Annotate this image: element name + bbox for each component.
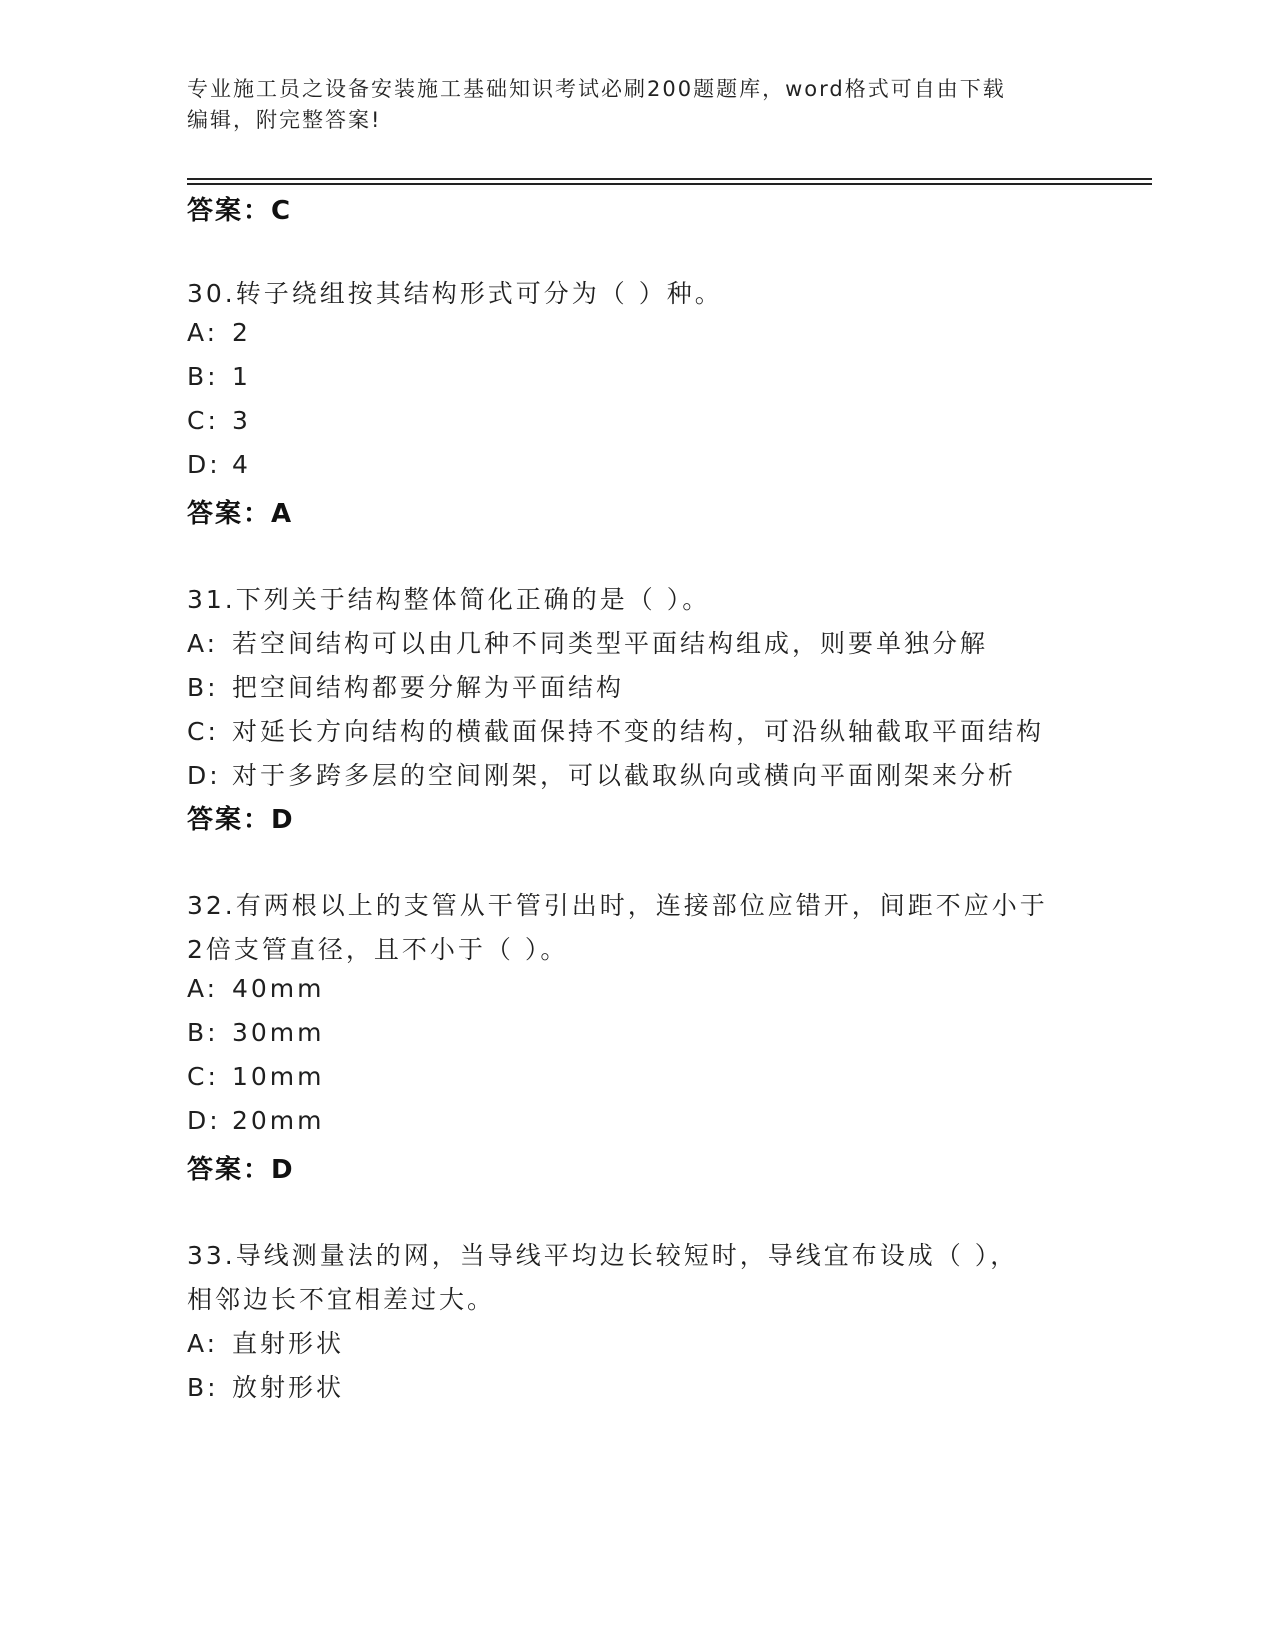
question-30-option-c (187, 406, 251, 435)
option-letter: C: (187, 406, 219, 435)
option-letter: B: (187, 362, 219, 391)
option-letter: D: (187, 450, 221, 479)
question-33-stem-line-2: 相邻边长不宜相差过大。 (187, 1285, 496, 1314)
option-text: 30mm (232, 1018, 325, 1047)
option-text: 若空间结构可以由几种不同类型平面结构组成，则要单独分解 (232, 629, 989, 658)
question-32-option-d (187, 1106, 325, 1135)
option-text: 对于多跨多层的空间刚架，可以截取纵向或横向平面刚架来分析 (232, 761, 1017, 790)
option-text: 2 (232, 318, 251, 347)
question-33-option-b (187, 1368, 344, 1404)
question-31-answer: 答案：D (187, 805, 295, 835)
question-31-option-d (187, 756, 1016, 792)
question-30-answer: 答案：A (187, 499, 294, 529)
option-text: 把空间结构都要分解为平面结构 (232, 673, 625, 702)
option-letter: D: (187, 761, 221, 790)
option-letter: B: (187, 1373, 219, 1402)
option-text: 1 (232, 362, 251, 391)
question-31-option-a (187, 624, 988, 660)
header-line-2: 编辑，附完整答案! (187, 108, 382, 132)
question-31-option-c (187, 712, 1044, 748)
option-text: 直射形状 (232, 1329, 345, 1358)
option-letter: A: (187, 318, 219, 347)
question-33-option-a (187, 1324, 344, 1360)
option-letter: B: (187, 673, 219, 702)
header-line-1: 专业施工员之设备安装施工基础知识考试必刷200题题库，word格式可自由下载 (187, 77, 1006, 101)
option-letter: B: (187, 1018, 219, 1047)
question-32-stem-line-2: 2倍支管直径，且不小于（ ）。 (187, 935, 569, 964)
header-divider-bottom (187, 183, 1152, 185)
option-letter: A: (187, 1329, 219, 1358)
option-text: 10mm (232, 1062, 325, 1091)
question-31-option-b (187, 668, 624, 704)
option-letter: C: (187, 717, 219, 746)
option-text: 40mm (232, 974, 325, 1003)
previous-answer: 答案：C (187, 196, 293, 226)
option-text: 3 (232, 406, 251, 435)
document-header (187, 74, 1067, 136)
question-30-option-b (187, 362, 251, 391)
option-text: 4 (232, 450, 251, 479)
option-letter: D: (187, 1106, 221, 1135)
question-30-stem: 30.转子绕组按其结构形式可分为（ ）种。 (187, 279, 723, 308)
option-letter: A: (187, 629, 219, 658)
question-32-option-b (187, 1018, 325, 1047)
question-32-option-c (187, 1062, 325, 1091)
header-divider-top (187, 178, 1152, 180)
option-letter: A: (187, 974, 219, 1003)
option-text: 对延长方向结构的横截面保持不变的结构，可沿纵轴截取平面结构 (232, 717, 1045, 746)
question-30-option-d (187, 450, 251, 479)
option-text: 放射形状 (232, 1373, 345, 1402)
question-32-option-a (187, 974, 325, 1003)
option-text: 20mm (232, 1106, 325, 1135)
question-32-answer: 答案：D (187, 1155, 295, 1185)
question-30-option-a (187, 318, 251, 347)
question-33-stem-line-1: 33.导线测量法的网，当导线平均边长较短时，导线宜布设成（ ）， (187, 1241, 1019, 1270)
question-32-stem-line-1: 32.有两根以上的支管从干管引出时，连接部位应错开，间距不应小于 (187, 891, 1048, 920)
question-31-stem: 31.下列关于结构整体简化正确的是（ ）。 (187, 585, 711, 614)
option-letter: C: (187, 1062, 219, 1091)
